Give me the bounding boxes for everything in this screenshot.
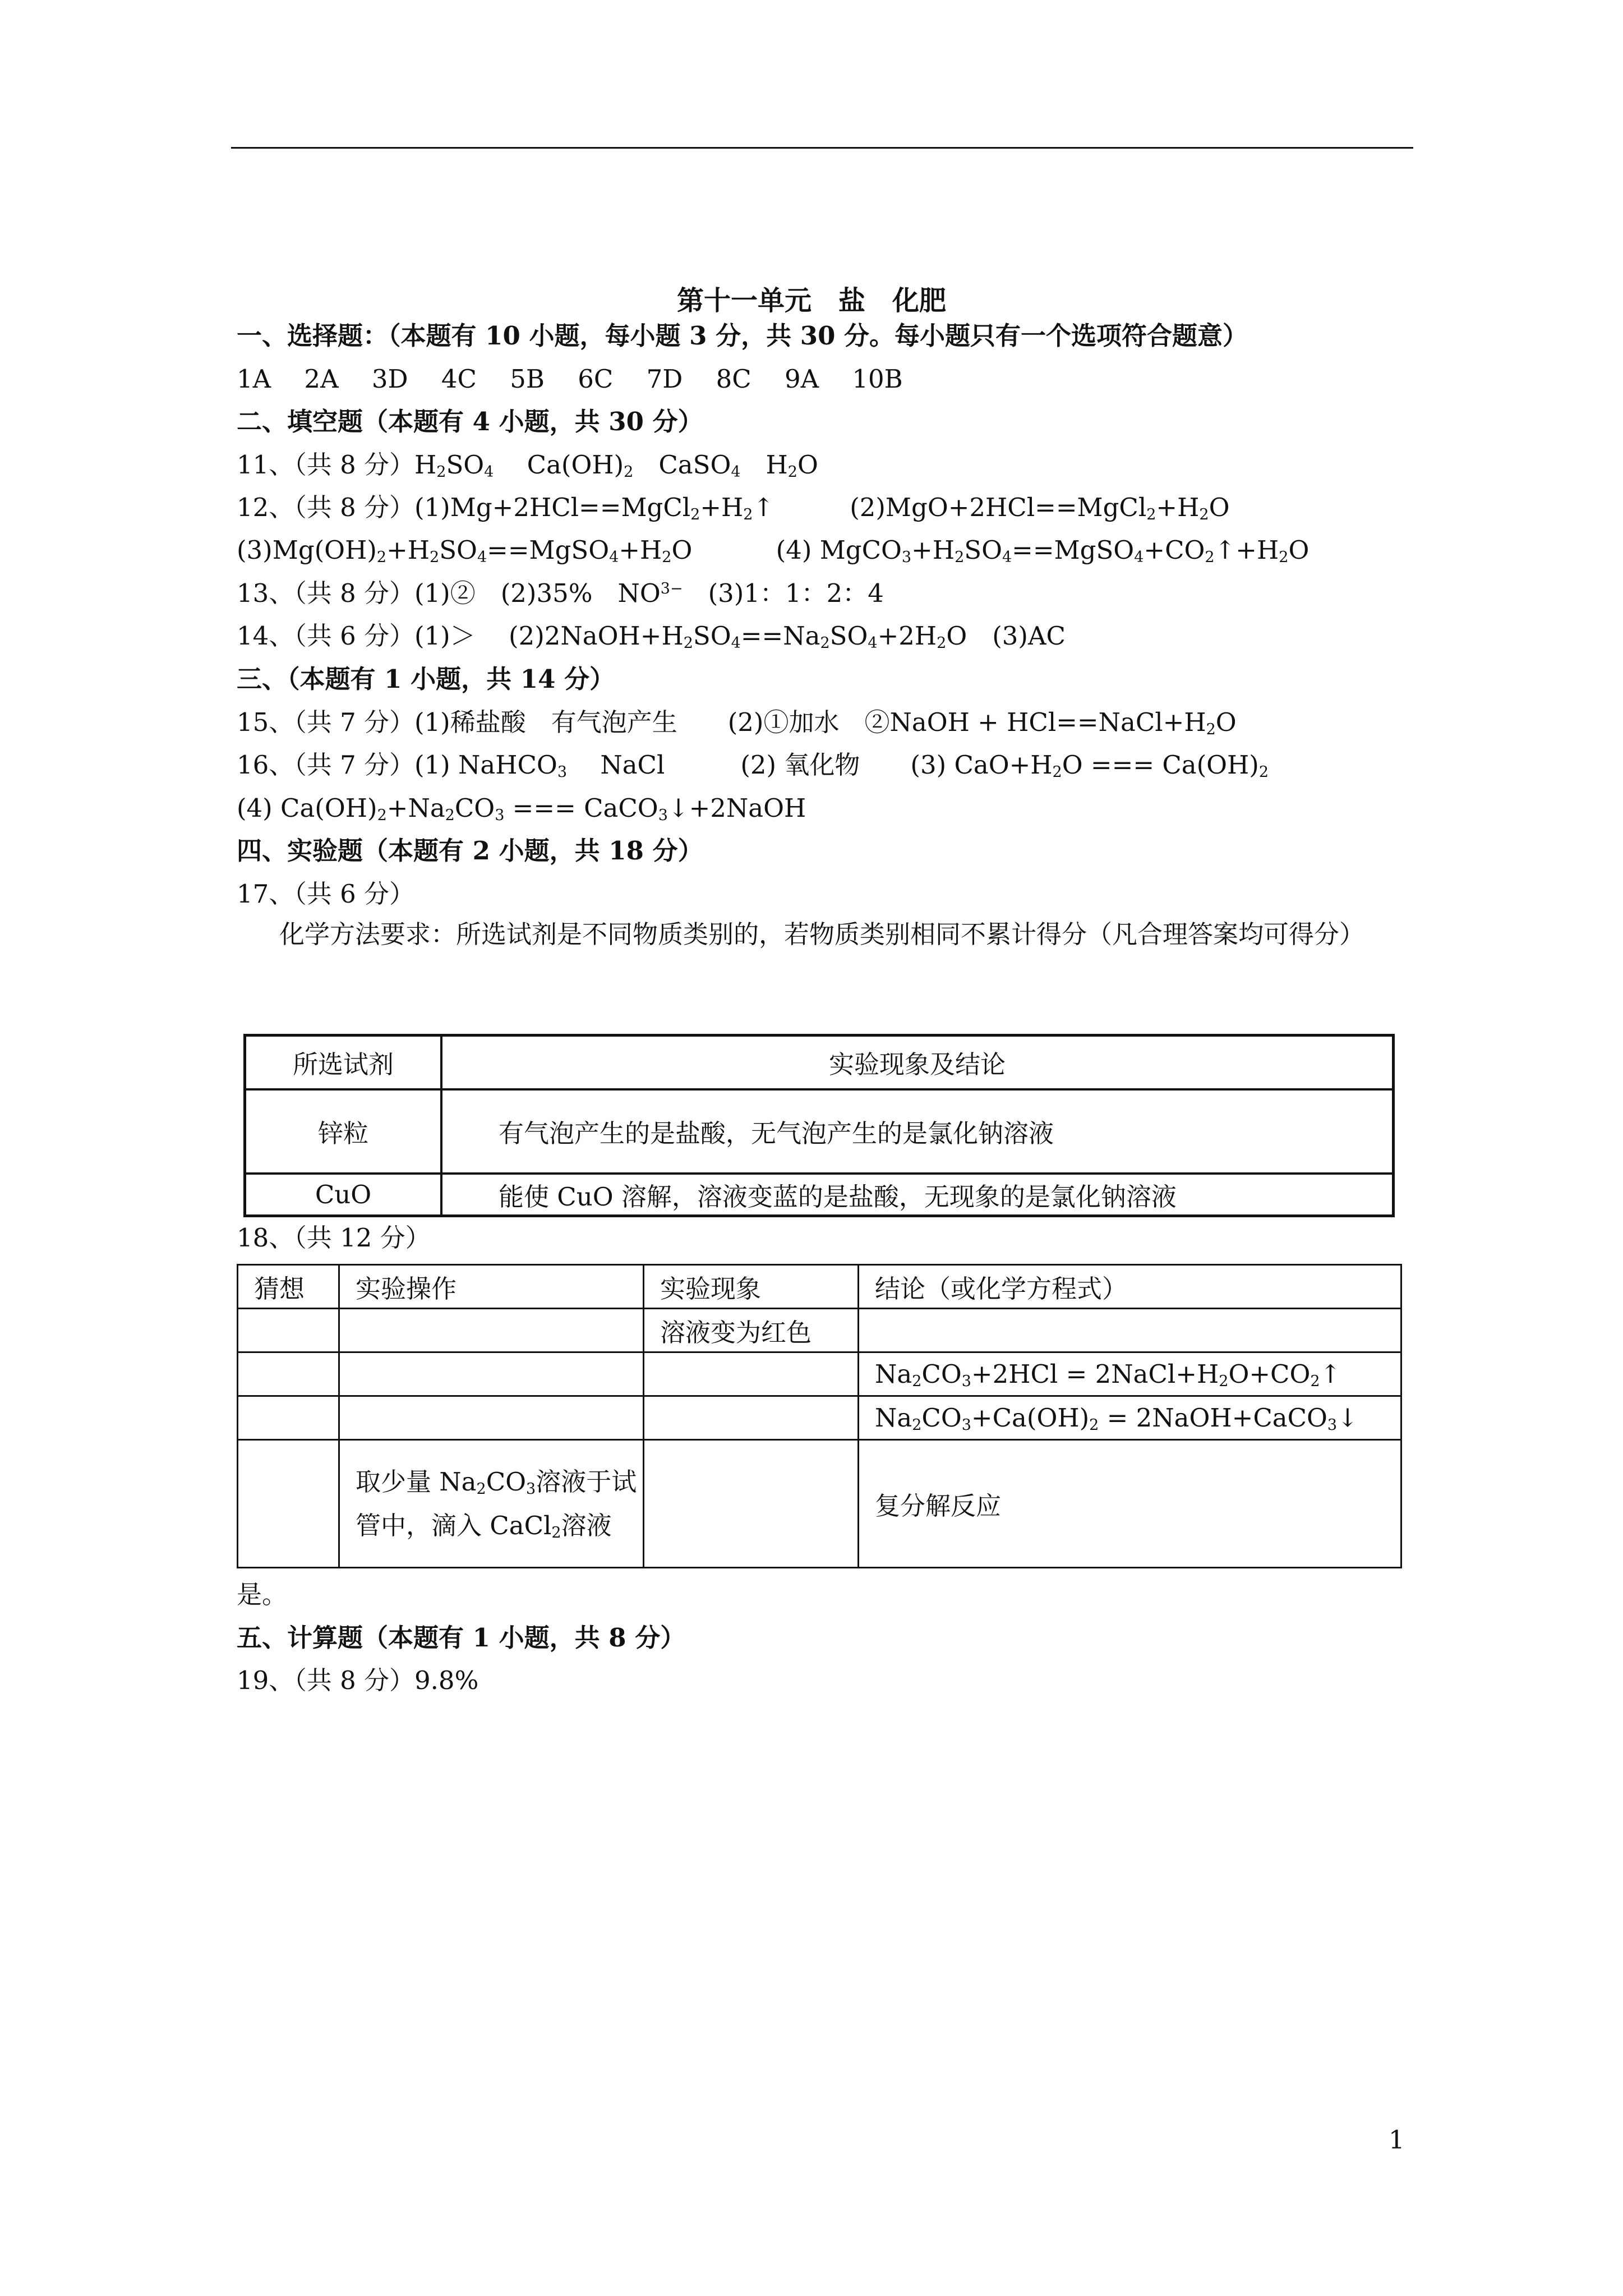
table-header: 实验现象 bbox=[644, 1265, 859, 1309]
q11: 11、（共 8 分）$H_2SO_4$ $Ca(OH)_2$ CaSO$_4$ $H_2O$ bbox=[237, 450, 818, 481]
table-cell: 能使 CuO 溶解，溶液变蓝的是盐酸，无现象的是氯化钠溶液 bbox=[441, 1174, 1394, 1216]
q16: 16、（共 7 分）(1) NaHCO$_3$ NaCl (2) 氧化物 (3) $CaO+H_2O$ === $Ca(OH)_2$ bbox=[237, 750, 1269, 781]
table-row bbox=[238, 1440, 1401, 1568]
header-rule bbox=[231, 147, 1413, 149]
table-cell: 复分解反应 bbox=[859, 1440, 1401, 1568]
table-row bbox=[238, 1396, 1401, 1440]
q14: 14、（共 6 分）(1)＞ $(2)2NaOH+H_2SO_4==Na_2SO_4+2H_2O$ (3)AC bbox=[237, 621, 1066, 652]
page-number: 1 bbox=[1389, 2125, 1405, 2155]
table-cell: CuO bbox=[245, 1174, 442, 1216]
hypothesis-table bbox=[237, 1264, 1402, 1568]
q18: 18、（共 12 分） bbox=[237, 1223, 431, 1253]
table-cell: 取少量 $Na_2CO_3$溶液于试管中，滴入 CaCl$_2$溶液 bbox=[339, 1440, 644, 1568]
table-row bbox=[238, 1352, 1401, 1396]
after-table-text: 是。 bbox=[237, 1580, 288, 1609]
q12: 12、（共 8 分）$(1)Mg+2HCl==MgCl_2+H_2↑$ $(2)MgO+2HCl==MgCl_2+H_2O$ bbox=[237, 493, 1230, 523]
section-1-heading: 一、选择题：（本题有 10 小题，每小题 3 分，共 30 分。每小题只有一个选项符合题意） bbox=[237, 321, 1248, 351]
table-header: 猜想 bbox=[238, 1265, 339, 1309]
reagent-table bbox=[243, 1034, 1395, 1217]
section-5-heading: 五、计算题（本题有 1 小题，共 8 分） bbox=[237, 1623, 686, 1653]
page-title: 第十一单元 盐 化肥 bbox=[676, 285, 946, 316]
q17-note: 化学方法要求：所选试剂是不同物质类别的，若物质类别相同不累计得分（凡合理答案均可得分） bbox=[279, 919, 1365, 949]
table-cell: $Na_2CO_3+2HCl$ = $2NaCl+H_2O+CO_2↑$ bbox=[859, 1352, 1401, 1396]
table-header: 结论（或化学方程式） bbox=[859, 1265, 1401, 1309]
section-3-heading: 三、（本题有 1 小题，共 14 分） bbox=[237, 664, 615, 694]
section-4-heading: 四、实验题（本题有 2 小题，共 18 分） bbox=[237, 836, 703, 866]
q15: 15、（共 7 分）(1)稀盐酸 有气泡产生 (2)①加水 ②NaOH + $HCl==NaCl+H_2O$ bbox=[237, 707, 1237, 738]
table-row bbox=[245, 1174, 1394, 1216]
section-1-answers: 1A 2A 3D 4C 5B 6C 7D 8C 9A 10B bbox=[237, 364, 903, 394]
table-row bbox=[238, 1309, 1401, 1352]
table-header: 所选试剂 bbox=[245, 1036, 442, 1089]
q19: 19、（共 8 分）9.8% bbox=[237, 1665, 479, 1695]
table-header: 实验现象及结论 bbox=[441, 1036, 1394, 1089]
table-row bbox=[245, 1089, 1394, 1174]
q13: 13、（共 8 分）(1)② (2)35% $NO^{3-}$ (3)1：1：2：4 bbox=[237, 578, 884, 608]
table-cell: 溶液变为红色 bbox=[644, 1309, 859, 1352]
q17: 17、（共 6 分） bbox=[237, 879, 414, 909]
section-2-heading: 二、填空题（本题有 4 小题，共 30 分） bbox=[237, 407, 703, 436]
q16-cont: (4) $Ca(OH)_2+Na_2CO_3$ === CaCO$_3$↓+2NaOH bbox=[237, 793, 806, 824]
table-cell: 锌粒 bbox=[245, 1089, 442, 1174]
table-header: 实验操作 bbox=[339, 1265, 644, 1309]
q12-cont: $(3)Mg(OH)_2+H_2SO_4==MgSO_4+H_2O$ (4) $MgCO_3+H_2SO_4==MgSO_4+CO_2↑+H_2O$ bbox=[237, 535, 1310, 566]
table-cell: $Na_2CO_3+Ca(OH)_2$ = 2NaOH+CaCO$_3$↓ bbox=[859, 1396, 1401, 1440]
table-cell: 有气泡产生的是盐酸，无气泡产生的是氯化钠溶液 bbox=[441, 1089, 1394, 1174]
